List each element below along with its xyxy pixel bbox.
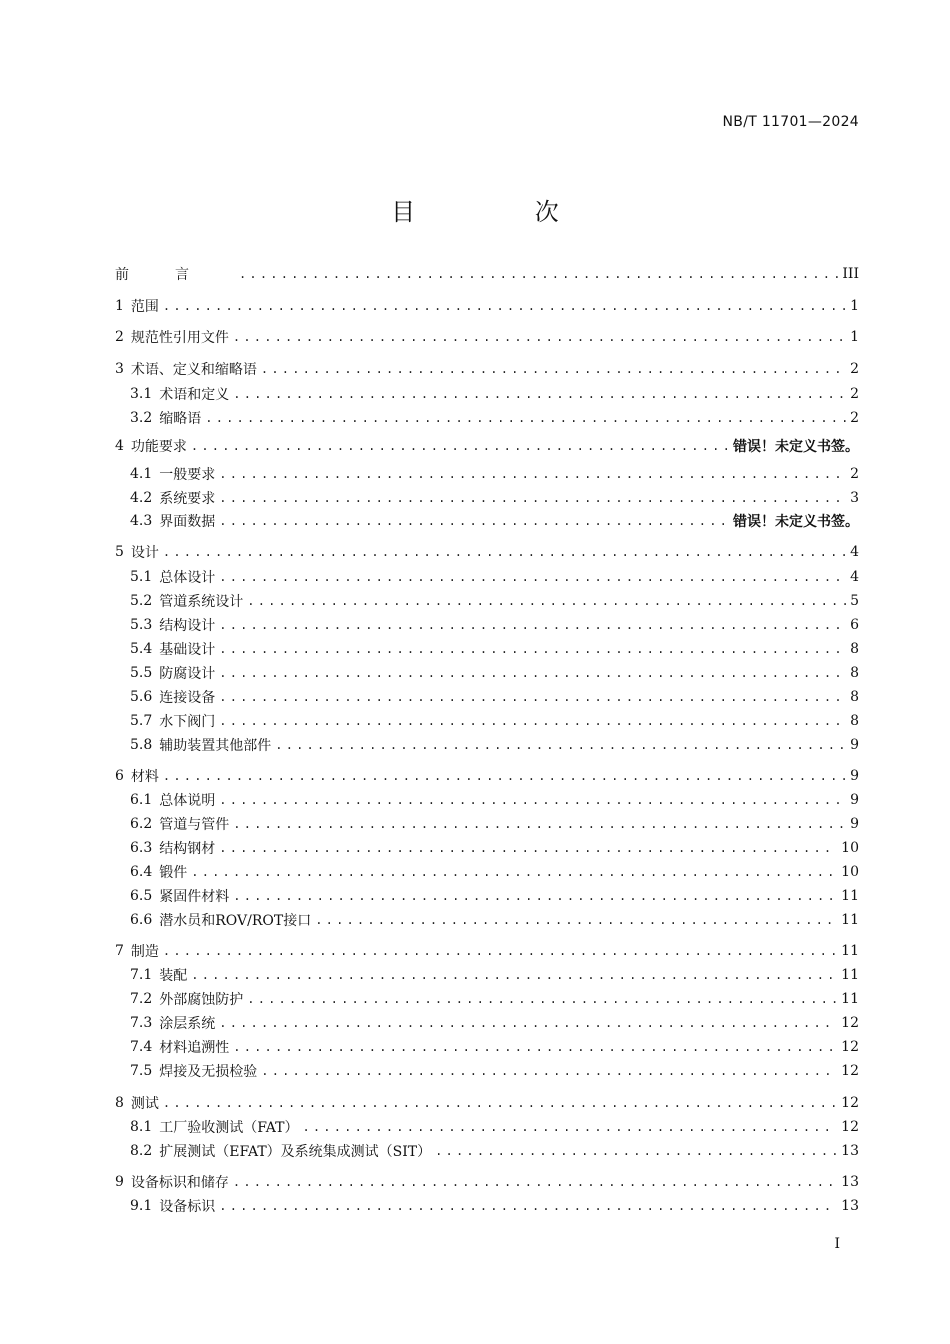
toc-entry-number: 5.1 bbox=[130, 569, 153, 585]
dot-leader bbox=[247, 992, 837, 1006]
toc-entry-page: 13 bbox=[841, 1143, 859, 1159]
dot-leader bbox=[191, 968, 837, 982]
toc-entry[interactable] bbox=[115, 1171, 859, 1193]
toc-entry-label: 总体设计 bbox=[159, 570, 216, 586]
toc-entry[interactable] bbox=[130, 909, 859, 931]
toc-entry-page: 8 bbox=[850, 641, 859, 657]
dot-leader bbox=[261, 1064, 837, 1078]
toc-entry-page: 13 bbox=[841, 1198, 859, 1214]
toc-entry-label: 一般要求 bbox=[159, 467, 216, 483]
toc-entry[interactable] bbox=[130, 1116, 859, 1138]
toc-entry-page: 8 bbox=[850, 665, 859, 681]
toc-entry-page: 13 bbox=[841, 1174, 859, 1190]
toc-entry-number: 5.7 bbox=[130, 713, 153, 729]
toc-entry-number: 8.1 bbox=[130, 1119, 153, 1135]
toc-entry-label: 水下阀门 bbox=[159, 714, 216, 730]
toc-entry-number: 6.3 bbox=[130, 840, 153, 856]
dot-leader bbox=[163, 944, 837, 958]
toc-entry-number: 1 bbox=[115, 298, 124, 314]
toc-entry-label: 材料 bbox=[130, 769, 159, 785]
toc-entry-page: 10 bbox=[841, 840, 859, 856]
toc-entry[interactable] bbox=[115, 541, 859, 563]
toc-entry-number: 7.2 bbox=[130, 991, 153, 1007]
toc-entry-label: 连接设备 bbox=[159, 690, 216, 706]
toc-entry-page: 11 bbox=[841, 943, 859, 959]
dot-leader bbox=[233, 889, 837, 903]
page-number: I bbox=[834, 1236, 840, 1252]
dot-leader bbox=[233, 330, 846, 344]
toc-entry-label: 基础设计 bbox=[159, 642, 216, 658]
toc-entry-page: 5 bbox=[850, 593, 859, 609]
toc-entry-label: 潜水员和ROV/ROT接口 bbox=[159, 913, 312, 929]
toc-entry-page: 4 bbox=[850, 544, 859, 560]
toc-entry-label: 规范性引用文件 bbox=[130, 330, 229, 346]
toc-entry[interactable] bbox=[130, 789, 859, 811]
toc-entry-page: 3 bbox=[850, 490, 859, 506]
toc-entry-page: 2 bbox=[850, 466, 859, 482]
toc-entry-label: 材料追溯性 bbox=[159, 1040, 230, 1056]
toc-entry[interactable] bbox=[130, 566, 859, 588]
toc-entry-label: 制造 bbox=[130, 944, 159, 960]
toc-entry-number: 7.1 bbox=[130, 967, 153, 983]
toc-entry-page: 1 bbox=[850, 329, 859, 345]
dot-leader bbox=[219, 514, 729, 528]
toc-entry[interactable] bbox=[130, 487, 859, 509]
toc-entry-label: 结构钢材 bbox=[159, 841, 216, 857]
toc-entry-number: 7 bbox=[115, 943, 124, 959]
dot-leader bbox=[233, 817, 846, 831]
toc-entry-error-text: 错误！未定义书签。 bbox=[733, 514, 859, 530]
toc-entry-number: 3 bbox=[115, 361, 124, 377]
toc-entry-label: 设计 bbox=[130, 545, 159, 561]
toc-entry[interactable] bbox=[115, 326, 859, 348]
toc-entry-number: 4 bbox=[115, 438, 124, 454]
toc-entry-error-text: 错误！未定义书签。 bbox=[733, 439, 859, 455]
dot-leader bbox=[219, 491, 846, 505]
toc-entry-label: 工厂验收测试（FAT） bbox=[159, 1120, 299, 1136]
toc-entry[interactable] bbox=[130, 964, 859, 986]
toc-entry-page: 2 bbox=[850, 361, 859, 377]
toc-entry-number: 6.6 bbox=[130, 912, 153, 928]
toc-entry-number: 5.2 bbox=[130, 593, 153, 609]
toc-entry-page: 2 bbox=[850, 410, 859, 426]
toc-entry-number: 2 bbox=[115, 329, 124, 345]
toc-entry[interactable] bbox=[130, 734, 859, 756]
toc-entry-number: 6.2 bbox=[130, 816, 153, 832]
toc-entry-number: 9.1 bbox=[130, 1198, 153, 1214]
toc-entry-number: 7.4 bbox=[130, 1039, 153, 1055]
toc-entry-label: 涂层系统 bbox=[159, 1016, 216, 1032]
toc-entry-label: 结构设计 bbox=[159, 618, 216, 634]
toc-entry[interactable] bbox=[130, 1195, 859, 1217]
toc-entry[interactable] bbox=[130, 837, 859, 859]
toc-entry-page: 9 bbox=[850, 792, 859, 808]
toc-entry-number: 4.1 bbox=[130, 466, 153, 482]
toc-entry-page: 8 bbox=[850, 689, 859, 705]
toc-entry-label: 术语、定义和缩略语 bbox=[130, 362, 257, 378]
toc-entry-number: 6.5 bbox=[130, 888, 153, 904]
toc-entry-number: 3.1 bbox=[130, 386, 153, 402]
toc-entry[interactable] bbox=[130, 1140, 859, 1162]
dot-leader bbox=[219, 1016, 837, 1030]
toc-entry[interactable] bbox=[130, 463, 859, 485]
toc-entry-number: 4.2 bbox=[130, 490, 153, 506]
toc-entry-label: 术语和定义 bbox=[159, 387, 230, 403]
toc-entry-label: 范围 bbox=[130, 299, 159, 315]
toc-entry[interactable] bbox=[115, 358, 859, 380]
toc-entry-number: 7.3 bbox=[130, 1015, 153, 1031]
toc-entry[interactable] bbox=[130, 638, 859, 660]
dot-leader bbox=[233, 1040, 837, 1054]
toc-entry[interactable] bbox=[115, 263, 859, 285]
toc-entry-label: 设备标识 bbox=[159, 1199, 216, 1215]
dot-leader bbox=[163, 1096, 837, 1110]
toc-entry-page: 9 bbox=[850, 816, 859, 832]
toc-entry[interactable] bbox=[115, 295, 859, 317]
toc-entry-page: 11 bbox=[841, 967, 859, 983]
toc-entry[interactable] bbox=[115, 435, 859, 457]
toc-entry-page: 11 bbox=[841, 991, 859, 1007]
toc-entry-label: 辅助装置其他部件 bbox=[159, 738, 272, 754]
toc-entry-page: 8 bbox=[850, 713, 859, 729]
toc-entry-label: 管道与管件 bbox=[159, 817, 230, 833]
toc-entry-label: 测试 bbox=[130, 1096, 159, 1112]
toc-entry-label: 防腐设计 bbox=[159, 666, 216, 682]
dot-leader bbox=[233, 387, 846, 401]
toc-entry[interactable] bbox=[115, 765, 859, 787]
toc-entry-label: 功能要求 bbox=[130, 439, 187, 455]
toc-entry-number: 5.6 bbox=[130, 689, 153, 705]
toc-entry-page: 1 bbox=[850, 298, 859, 314]
toc-entry-label: 外部腐蚀防护 bbox=[159, 992, 244, 1008]
toc-entry-number: 7.5 bbox=[130, 1063, 153, 1079]
dot-leader bbox=[261, 362, 846, 376]
toc-entry-page: 12 bbox=[841, 1095, 859, 1111]
toc-entry-number: 8 bbox=[115, 1095, 124, 1111]
toc-entry[interactable] bbox=[130, 1060, 859, 1082]
toc-entry-page: 4 bbox=[850, 569, 859, 585]
dot-leader bbox=[219, 642, 846, 656]
dot-leader bbox=[247, 594, 846, 608]
toc-entry[interactable] bbox=[130, 686, 859, 708]
standard-number: NB/T 11701—2024 bbox=[722, 114, 859, 130]
toc-entry[interactable] bbox=[130, 1012, 859, 1034]
toc-entry-label: 界面数据 bbox=[159, 514, 216, 530]
page-title: 目 次 bbox=[391, 198, 615, 226]
dot-leader bbox=[163, 769, 846, 783]
dot-leader bbox=[191, 865, 837, 879]
dot-leader bbox=[219, 1199, 837, 1213]
toc-entry-number: 6.4 bbox=[130, 864, 153, 880]
toc-entry-number: 5.5 bbox=[130, 665, 153, 681]
toc-entry-label: 缩略语 bbox=[159, 411, 202, 427]
toc-entry[interactable] bbox=[130, 662, 859, 684]
toc-entry-label: 紧固件材料 bbox=[159, 889, 230, 905]
dot-leader bbox=[219, 666, 846, 680]
toc-entry-number: 8.2 bbox=[130, 1143, 153, 1159]
toc-entry-label: 装配 bbox=[159, 968, 188, 984]
toc-entry-page: 10 bbox=[841, 864, 859, 880]
toc-entry-number: 3.2 bbox=[130, 410, 153, 426]
dot-leader bbox=[191, 439, 729, 453]
dot-leader bbox=[219, 618, 846, 632]
toc-entry-number: 6.1 bbox=[130, 792, 153, 808]
toc-entry-label: 焊接及无损检验 bbox=[159, 1064, 258, 1080]
toc-entry[interactable] bbox=[130, 383, 859, 405]
dot-leader bbox=[219, 841, 837, 855]
toc-entry-label: 总体说明 bbox=[159, 793, 216, 809]
toc-entry-number: 5 bbox=[115, 544, 124, 560]
toc-entry-page: 12 bbox=[841, 1015, 859, 1031]
toc-entry[interactable] bbox=[130, 614, 859, 636]
toc-entry-page: 11 bbox=[841, 888, 859, 904]
toc-entry[interactable] bbox=[130, 510, 859, 532]
toc-entry-number: 5.8 bbox=[130, 737, 153, 753]
dot-leader bbox=[435, 1144, 837, 1158]
toc-entry[interactable] bbox=[130, 407, 859, 429]
toc-entry-number: 5.4 bbox=[130, 641, 153, 657]
toc-entry-label: 前言 bbox=[115, 267, 235, 283]
toc-entry[interactable] bbox=[130, 710, 859, 732]
toc-entry[interactable] bbox=[130, 885, 859, 907]
toc-entry-page: 11 bbox=[841, 912, 859, 928]
toc-entry[interactable] bbox=[115, 940, 859, 962]
toc-entry-page: 9 bbox=[850, 737, 859, 753]
toc-entry-page: 9 bbox=[850, 768, 859, 784]
dot-leader bbox=[163, 299, 846, 313]
toc-entry-page: 12 bbox=[841, 1039, 859, 1055]
toc-entry-number: 6 bbox=[115, 768, 124, 784]
toc-entry-label: 锻件 bbox=[159, 865, 188, 881]
toc-entry[interactable] bbox=[130, 988, 859, 1010]
dot-leader bbox=[233, 1175, 837, 1189]
toc-entry[interactable] bbox=[130, 861, 859, 883]
dot-leader bbox=[163, 545, 846, 559]
toc-entry-label: 管道系统设计 bbox=[159, 594, 244, 610]
dot-leader bbox=[275, 738, 846, 752]
toc-entry-number: 9 bbox=[115, 1174, 124, 1190]
toc-entry[interactable] bbox=[130, 1036, 859, 1058]
toc-entry-label: 设备标识和储存 bbox=[130, 1175, 229, 1191]
toc-entry-page: 6 bbox=[850, 617, 859, 633]
dot-leader bbox=[315, 913, 837, 927]
dot-leader bbox=[205, 411, 846, 425]
dot-leader bbox=[219, 570, 846, 584]
dot-leader bbox=[219, 714, 846, 728]
dot-leader bbox=[219, 690, 846, 704]
toc-entry-label: 扩展测试（EFAT）及系统集成测试（SIT） bbox=[159, 1144, 432, 1160]
dot-leader bbox=[219, 793, 846, 807]
toc-entry-number: 4.3 bbox=[130, 513, 153, 529]
toc-entry-page: 2 bbox=[850, 386, 859, 402]
toc-entry[interactable] bbox=[130, 590, 859, 612]
toc-entry-label: 系统要求 bbox=[159, 491, 216, 507]
toc-entry-page: 12 bbox=[841, 1063, 859, 1079]
dot-leader bbox=[302, 1120, 837, 1134]
toc-entry-number: 5.3 bbox=[130, 617, 153, 633]
toc-entry[interactable] bbox=[130, 813, 859, 835]
dot-leader bbox=[239, 267, 838, 281]
toc-entry-page: III bbox=[842, 266, 859, 282]
toc-entry[interactable] bbox=[115, 1092, 859, 1114]
toc-entry-page: 12 bbox=[841, 1119, 859, 1135]
dot-leader bbox=[219, 467, 846, 481]
